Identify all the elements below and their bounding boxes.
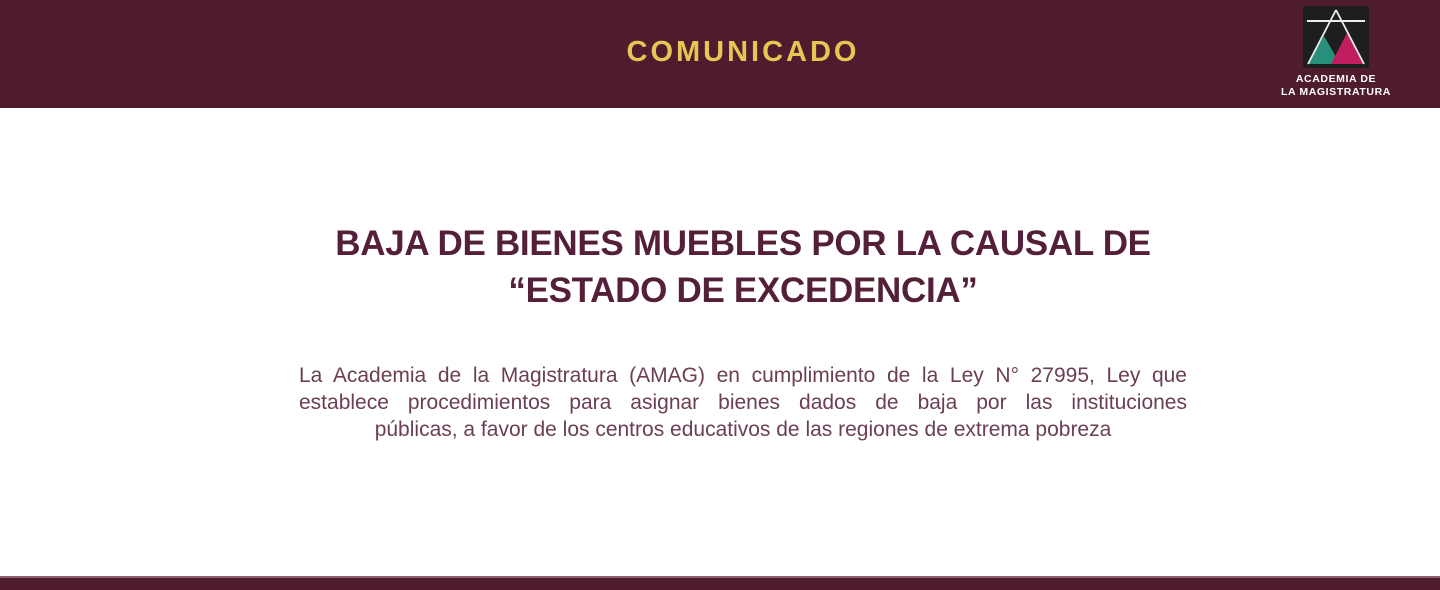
amag-logo-wordmark	[1281, 73, 1391, 99]
announcement-heading	[23, 220, 1440, 314]
amag-mountain-icon	[1303, 6, 1369, 68]
footer-bar	[0, 576, 1440, 590]
paragraph-line3: públicas, a favor de los centros educativos de las regiones de extrema pobreza	[374, 418, 1112, 441]
heading-line1: BAJA DE BIENES MUEBLES POR LA CAUSAL DE	[335, 224, 1151, 263]
logo-text-line2: LA MAGISTRATURA	[1281, 86, 1391, 98]
announcement-paragraph	[299, 362, 1187, 443]
announcement-body	[0, 108, 1440, 576]
paragraph-line2: establece procedimientos para asignar bienes dados de baja por las instituciones	[299, 391, 1187, 414]
amag-logo	[1276, 6, 1396, 99]
paragraph-line1: La Academia de la Magistratura (AMAG) en cumplimiento de la Ley N° 27995, Ley que	[299, 364, 1187, 387]
header-bar	[0, 0, 1440, 108]
page-title: COMUNICADO	[626, 36, 860, 68]
heading-line2: “ESTADO DE EXCEDENCIA”	[508, 271, 978, 310]
announcement-content	[23, 220, 1440, 443]
logo-text-line1: ACADEMIA DE	[1295, 73, 1377, 85]
